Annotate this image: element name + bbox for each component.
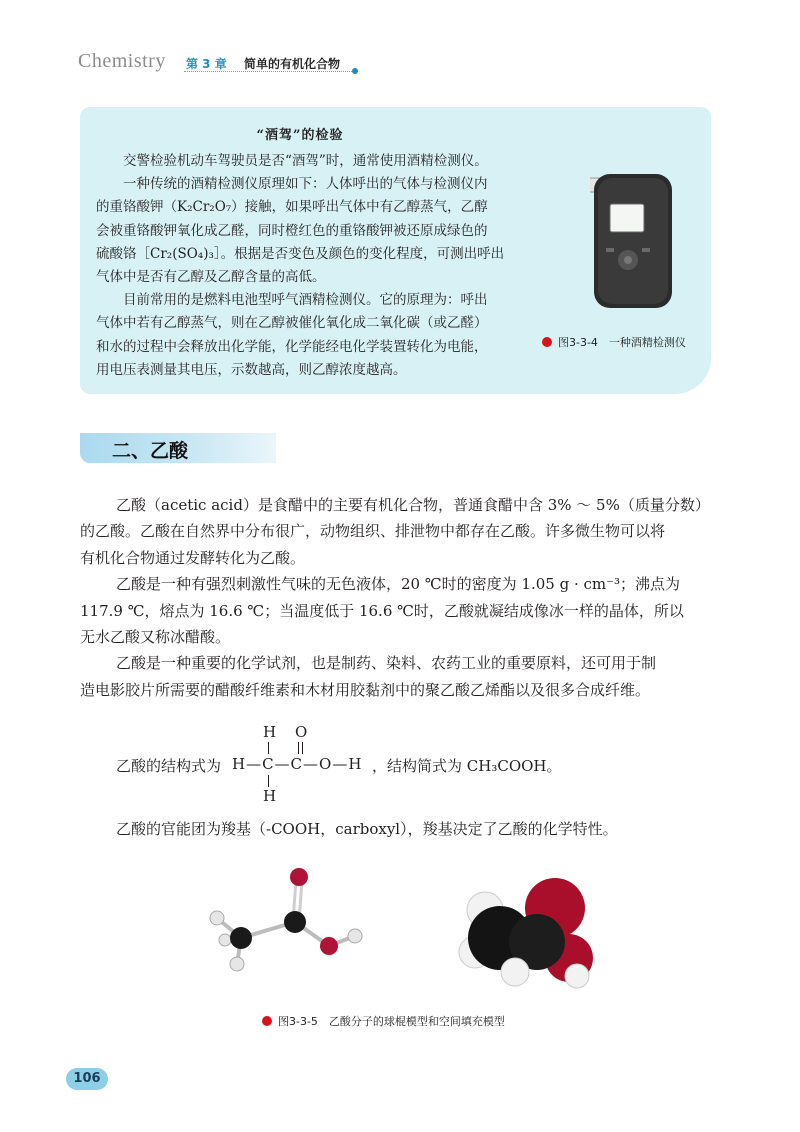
paragraph-line: 造电影胶片所需要的醋酸纤维素和木材用胶黏剂中的聚乙酸乙烯酯以及很多合成纤维。 xyxy=(80,680,651,699)
functional-group-text: 乙酸的官能团为羧基（-COOH，carboxyl），羧基决定了乙酸的化学特性。 xyxy=(116,820,618,838)
formula-chain: H—C—C—O—H xyxy=(232,755,363,773)
box-line: 用电压表测量其电压，示数越高，则乙醇浓度越高。 xyxy=(96,361,407,378)
paragraph-line: 有机化合物通过发酵转化为乙酸。 xyxy=(80,548,306,567)
formula-o-top: O xyxy=(295,723,308,741)
bond-c-o-double-right xyxy=(302,742,303,754)
box-line: 目前常用的是燃料电池型呼气酒精检测仪。它的原理为：呼出 xyxy=(123,292,488,309)
bond-c-o-double-left xyxy=(298,742,299,754)
paragraph-line: 117.9 ℃，熔点为 16.6 ℃；当温度低于 16.6 ℃时，乙酸就凝结成像冰一样的晶体，所以 xyxy=(80,601,684,620)
caption-bullet-icon xyxy=(542,337,552,347)
ball-and-stick-model-image xyxy=(195,860,385,990)
box-text xyxy=(96,150,504,382)
box-title: “酒驾”的检验 xyxy=(256,128,344,143)
box-line: 会被重铬酸钾氧化成乙醛，同时橙红色的重铬酸钾被还原成绿色的 xyxy=(96,222,488,239)
header-chapter: 第 3 章 xyxy=(186,57,227,71)
breathalyzer-image xyxy=(590,168,674,310)
header-subject: Chemistry xyxy=(78,50,166,72)
caption-bullet-icon xyxy=(262,1016,272,1026)
box-line: 一种传统的酒精检测仪原理如下：人体呼出的气体与检测仪内 xyxy=(123,176,488,193)
box-line: 交警检验机动车驾驶员是否“酒驾”时，通常使用酒精检测仪。 xyxy=(123,153,488,169)
box-line: 气体中若有乙醇蒸气，则在乙醇被催化氧化成二氧化碳（或乙醛） xyxy=(96,315,488,332)
paragraph-line: 乙酸是一种重要的化学试剂，也是制药、染料、农药工业的重要原料，还可用于制 xyxy=(116,654,657,673)
box-line: 的重铬酸钾（K₂Cr₂O₇）接触，如果呼出气体中有乙醇蒸气，乙醇 xyxy=(96,199,488,216)
paragraph-line: 无水乙酸又称冰醋酸。 xyxy=(80,628,231,647)
formula-prefix: 乙酸的结构式为 xyxy=(116,757,222,775)
box-line: 气体中是否有乙醇及乙醇含量的高低。 xyxy=(96,269,326,286)
paragraph-line: 的乙酸。乙酸在自然界中分布很广，动物组织、排泄物中都存在乙酸。许多微生物可以将 xyxy=(80,522,666,541)
bond-c-h-bottom xyxy=(268,775,269,787)
page-number: 106 xyxy=(66,1068,108,1090)
header-dot xyxy=(352,68,358,74)
paragraph-line: 乙酸是一种有强烈刺激性气味的无色液体，20 ℃时的密度为 1.05 g · cm⁻³；沸点为 xyxy=(116,575,681,594)
space-filling-model-image xyxy=(445,860,610,990)
formula-h-top: H xyxy=(263,723,277,741)
box-line: 和水的过程中会释放出化学能，化学能经电化学装置转化为电能， xyxy=(96,338,488,355)
header-chapter-title: 简单的有机化合物 xyxy=(244,57,341,71)
main-text xyxy=(80,492,710,703)
figure-caption-device: 图3-3-4 一种酒精检测仪 xyxy=(542,334,686,350)
bond-c-h-top xyxy=(268,742,269,754)
paragraph-line: 乙酸（acetic acid）是食醋中的主要有机化合物，普通食醋中含 3% ～ 5%（质量分数） xyxy=(116,496,710,514)
figure-caption-models: 图3-3-5 乙酸分子的球棍模型和空间填充模型 xyxy=(262,1013,505,1029)
header-rule xyxy=(184,71,354,72)
section-title: 二、乙酸 xyxy=(112,440,189,462)
box-line: 硫酸铬［Cr₂(SO₄)₃］。根据是否变色及颜色的变化程度，可测出呼出 xyxy=(96,245,505,262)
formula-suffix: ，结构简式为 CH₃COOH。 xyxy=(372,757,562,775)
formula-h-bottom: H xyxy=(263,787,277,805)
